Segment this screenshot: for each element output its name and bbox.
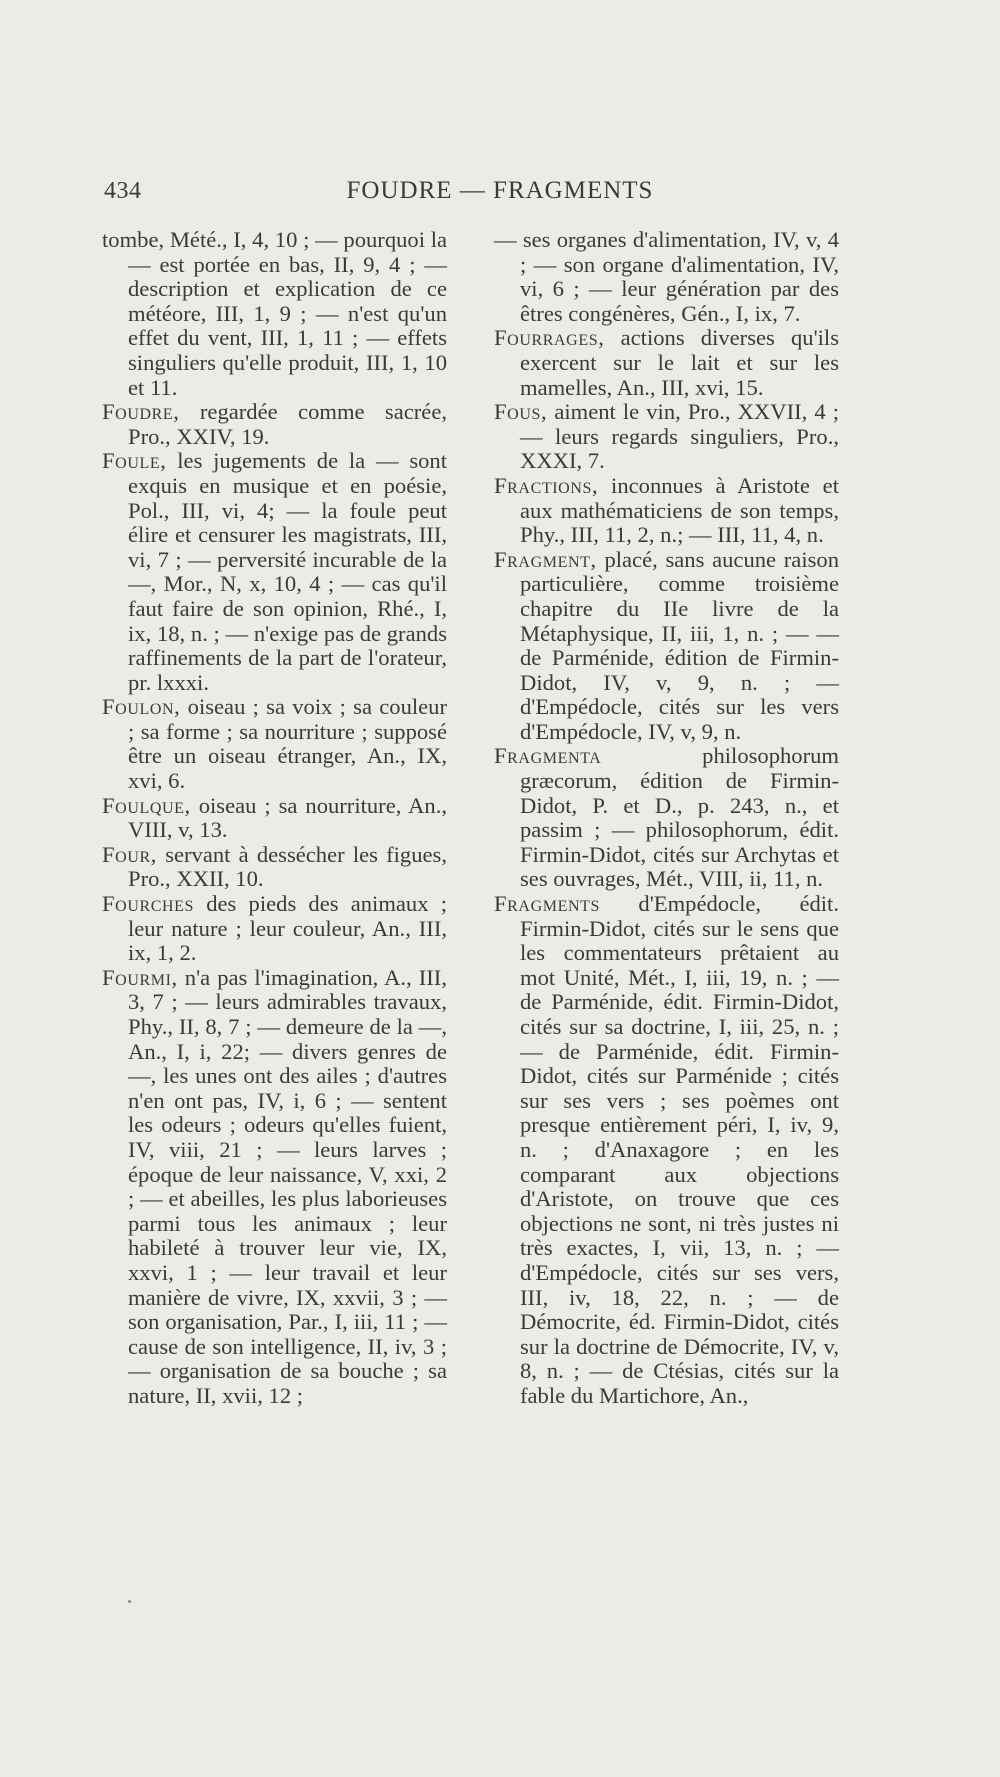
index-entry (102, 449, 447, 695)
entry-headword: Fragments (494, 891, 600, 917)
entry-text: servant à dessécher les figues, Pro., XXII, 10. (128, 841, 447, 892)
entry-text: tombe, Mété., I, 4, 10 ; — pourquoi la — est portée en bas, II, 9, 4 ; — description et explication de ce météore, III, 1, 9 ; — n'est qu'un effet du vent, III, 1, 11 ; — effets singuliers qu'elle produit, III, 1, 10 et 11. (102, 227, 447, 400)
entry-text: — ses organes d'alimentation, IV, v, 4 ; — son organe d'alimentation, IV, vi, 6 ; — leur génération par des êtres congénères, Gén., I, ix, 7. (494, 227, 839, 326)
index-entry (102, 892, 447, 966)
entry-headword: Fourches (102, 891, 195, 917)
entry-text: d'Empédocle, édit. Firmin-Didot, cités sur le sens que les commentateurs prêtaient au mot Unité, Mét., I, iii, 19, n. ; — de Parménide, édit. Firmin-Didot, cités sur sa doctrine, I, iii, 25, n. ; — de Parménide, édit. Firmin-Didot, cités sur Parménide ; cités sur ses vers ; ses poèmes ont presque entièrement péri, I, iv, 9, n. ; d'Anaxagore ; en les comparant aux objections d'Aristote, on trouve que ces objections ne sont, ni très justes ni très exactes, I, vii, 13, n. ; — d'Empédocle, cités sur ses vers, III, iv, 18, 22, n. ; — de Démocrite, éd. Firmin-Didot, cités sur la doctrine de Démocrite, IV, v, 8, n. ; — de Ctésias, cités sur la fable du Martichore, An., (520, 891, 839, 1408)
entry-headword: Fragment, (494, 546, 597, 572)
index-entry (102, 695, 447, 793)
entry-text: inconnues à Aristote et aux mathématiciens de son temps, Phy., III, 11, 2, n.; — III, 11, 4, n. (520, 472, 839, 548)
index-entry (102, 966, 447, 1409)
entry-headword: Fous, (494, 399, 548, 425)
running-head: FOUDRE — FRAGMENTS (346, 177, 654, 204)
index-column-right (494, 228, 839, 1409)
entry-text: regardée comme sacrée, Pro., XXIV, 19. (128, 399, 447, 449)
index-entry (494, 744, 839, 892)
entry-headword: Foulque, (102, 792, 191, 818)
index-entry (102, 843, 447, 892)
entry-text: n'a pas l'imagination, A., III, 3, 7 ; — leurs admirables travaux, Phy., II, 8, 7 ; — demeure de la —, An., I, i, 22; — divers genres de —, les unes ont des ailes ; d'autres n'en ont pas, IV, i, 6 ; — sentent les odeurs ; odeurs qu'elles fuient, IV, viii, 21 ; — leurs larves ; époque de leur naissance, V, xxi, 2 ; — et abeilles, les plus laborieuses parmi tous les animaux ; leur habileté à trouver leur vie, IX, xxvi, 1 ; — leur travail et leur manière de vivre, IX, xxvii, 3 ; — son organisation, Par., I, iii, 11 ; — cause de son intelligence, II, iv, 3 ; — organisation de sa bouche ; sa nature, II, xvii, 12 ; (128, 964, 447, 1408)
entry-headword: Foule, (102, 448, 167, 474)
index-entry (102, 794, 447, 843)
index-entry (494, 400, 839, 474)
index-entry (494, 326, 839, 400)
index-entry (494, 228, 839, 326)
entry-text: aiment le vin, Pro., XXVII, 4 ; — leurs regards singuliers, Pro., XXXI, 7. (520, 399, 839, 474)
entry-text: oiseau ; sa voix ; sa couleur ; sa forme ; sa nourriture ; supposé être un oiseau étranger, An., IX, xvi, 6. (128, 694, 447, 794)
page-number: 434 (104, 178, 142, 204)
index-column-left (102, 228, 447, 1409)
entry-text: placé, sans aucune raison particulière, comme troisième chapitre du IIe livre de la Métaphysique, II, iii, 1, n. ; — — de Parménide, édition de Firmin-Didot, IV, v, 9, n. ; — d'Empédocle, cités sur les vers d'Empédocle, IV, v, 9, n. (520, 546, 839, 744)
entry-text: actions diverses qu'ils exercent sur le lait et sur les mamelles, An., III, xvi, 15. (520, 325, 839, 400)
entry-headword: Fractions, (494, 472, 599, 498)
entry-headword: Fourmi, (102, 964, 178, 990)
entry-text: oiseau ; sa nourriture, An., VIII, v, 13. (128, 792, 447, 843)
entry-text: des pieds des animaux ; leur nature ; leur couleur, An., III, ix, 1, 2. (128, 891, 447, 966)
entry-text: les jugements de la — sont exquis en musique et en poésie, Pol., III, vi, 4; — la foule peut élire et censurer les magistrats, III, vi, 7 ; — perversité incurable de la —, Mor., N, x, 10, 4 ; — cas qu'il faut faire de son opinion, Rhé., I, ix, 18, n. ; — n'exige pas de grands raffinements de la part de l'orateur, pr. lxxxi. (128, 448, 447, 695)
entry-headword: Fragmenta (494, 743, 602, 769)
entry-headword: Foulon, (102, 694, 181, 720)
entry-headword: Four, (102, 841, 157, 867)
entry-headword: Foudre, (102, 399, 180, 425)
entry-text: philosophorum græcorum, édition de Firmin-Didot, P. et D., p. 243, n., et passim ; — philosophorum, édit. Firmin-Didot, cités sur Archytas et ses ouvrages, Mét., VIII, ii, 11, n. (520, 743, 839, 892)
index-entry (494, 892, 839, 1408)
index-entry (102, 400, 447, 449)
index-entry (102, 228, 447, 400)
index-entry (494, 474, 839, 548)
entry-headword: Fourrages, (494, 325, 605, 351)
index-entry (494, 548, 839, 745)
ink-speck (128, 1600, 131, 1603)
